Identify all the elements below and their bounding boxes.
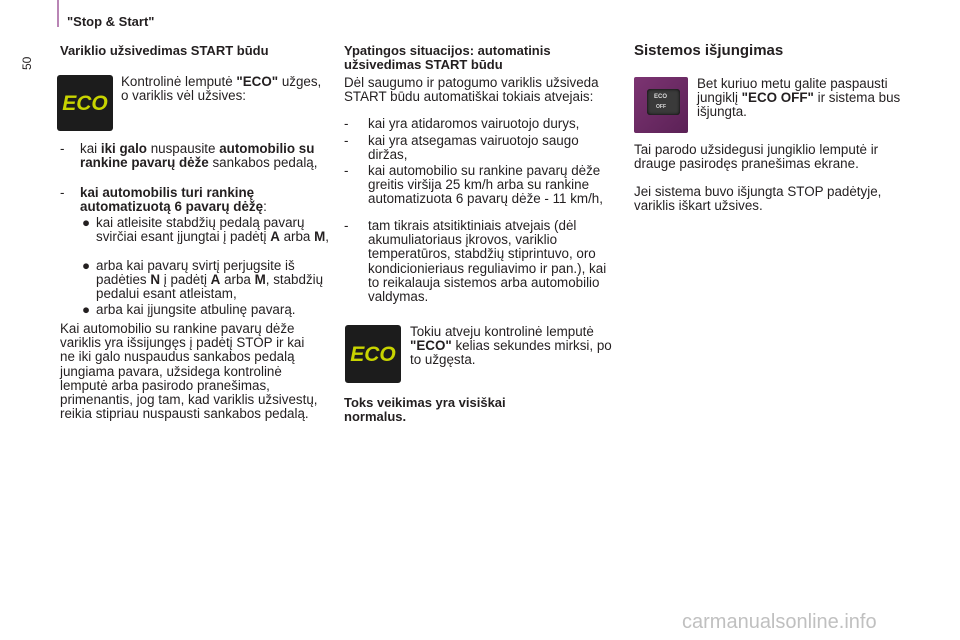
page-number: 50 [20,56,34,70]
bullet-3: ● [82,302,91,317]
dash-5: - [344,163,349,178]
eco-icon-text-2: ECO [350,343,396,366]
col1-sub-3: arba kai įjungsite atbulinę pavarą. [96,302,296,317]
col3-paragraph-1: Tai parodo užsidegusi jungiklio lemputė ir drauge pasirodęs pranešimas ekrane. [634,142,879,172]
col3-heading: Sistemos išjungimas [634,42,784,59]
col1-item-2: kai automobilis turi rankinę automatizuotą 6 pavarų dėžę: [80,185,267,215]
eco-off-label-off: OFF [656,104,666,110]
col2-item-1: kai yra atidaromos vairuotojo durys, [368,116,580,131]
dash-1: - [60,141,65,156]
col1-sub-1: kai atleisite stabdžių pedalą pavarų svirčiai esant įjungtai į padėtį A arba M, [96,215,329,245]
col3-intro: Bet kuriuo metu galite paspausti jungiklį "ECO OFF" ir sistema bus išjungta. [697,76,901,120]
col1-item-1: kai iki galo nuspausite automobilio su rankine pavarų dėže sankabos pedalą, [80,141,318,171]
eco-indicator-icon [57,75,113,131]
eco-off-switch-image [634,77,688,133]
col1-heading: Variklio užsivedimas START būdu [60,43,269,58]
col2-note: Tokiu atveju kontrolinė lemputė "ECO" kelias sekundes mirksi, po to užgęsta. [410,324,612,368]
col2-heading: Ypatingos situacijos: automatinis užsivedimas START būdu [344,43,551,73]
accent-bar [57,0,59,27]
bullet-2: ● [82,258,91,273]
page-header-title: "Stop & Start" [67,14,155,29]
dash-2: - [60,185,65,200]
col1-intro: Kontrolinė lemputė "ECO" užges, o variklis vėl užsives: [121,74,322,104]
dash-6: - [344,218,349,233]
eco-off-label-eco: ECO [654,94,668,100]
col1-sub-2: arba kai pavarų svirtį perjugsite iš padėties N į padėtį A arba M, stabdžių pedalui esant atleistam, [96,258,324,302]
col3-paragraph-2: Jei sistema buvo išjungta STOP padėtyje, variklis iškart užsives. [634,184,882,214]
col1-paragraph: Kai automobilio su rankine pavarų dėže variklis yra išsijungęs į padėtį STOP ir kai ne iki galo nuspaudus sankabos pedalą jungiama pavara, užsidega kontrolinė lemputė arba pasirodo pranešimas, primenantis, jog tam, kad variklis užsivestų, reikia stipriau nuspausti sankabos pedalą. [60,321,318,422]
col2-item-2: kai yra atsegamas vairuotojo saugo diržas, [368,133,579,163]
eco-indicator-icon-2 [345,325,401,383]
col2-item-3: kai automobilio su rankine pavarų dėže greitis viršija 25 km/h arba su rankine automatizuota 6 pavarų dėže - 11 km/h, [368,163,603,207]
eco-icon-text: ECO [62,92,108,115]
eco-off-switch-knob [647,89,680,115]
col2-item-4: tam tikrais atsitiktiniais atvejais (dėl akumuliatoriaus įkrovos, variklio temperatūros, stabdžių stiprintuvo, oro kondicionieriaus reguliavimo ir pan.), kai to reikalauja sistemos arba automobilio valdymas. [368,218,607,305]
col2-intro: Dėl saugumo ir patogumo variklis užsiveda START būdu automatiškai tokiais atvejais: [344,75,599,105]
col2-footer: Toks veikimas yra visiškai normalus. [344,395,506,425]
bullet-1: ● [82,215,91,230]
watermark: carmanualsonline.info [682,611,877,633]
dash-4: - [344,133,349,148]
dash-3: - [344,116,349,131]
